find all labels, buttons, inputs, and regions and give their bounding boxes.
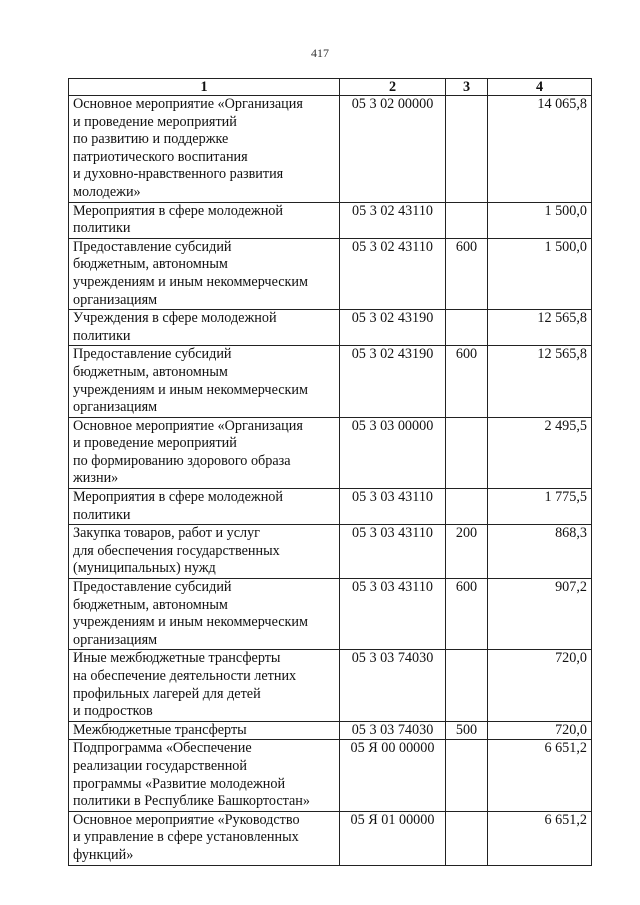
row-amount: 6 651,2 [488, 811, 592, 865]
row-expense-type [446, 96, 488, 203]
row-name: Иные межбюджетные трансферты на обеспечение деятельности летних профильных лагерей для детей и подростков [69, 650, 340, 721]
row-amount: 12 565,8 [488, 310, 592, 346]
row-expense-type [446, 489, 488, 525]
row-code: 05 3 03 43110 [340, 489, 446, 525]
row-name: Закупка товаров, работ и услуг для обеспечения государственных (муниципальных) нужд [69, 525, 340, 579]
row-name: Предоставление субсидий бюджетным, автономным учреждениям и иным некоммерческим организациям [69, 346, 340, 417]
table-row [69, 96, 592, 203]
table-row [69, 525, 592, 579]
budget-table [68, 78, 592, 866]
header-col-3: 3 [446, 79, 488, 96]
row-name: Предоставление субсидий бюджетным, автономным учреждениям и иным некоммерческим организациям [69, 238, 340, 309]
table-row [69, 346, 592, 417]
row-amount: 14 065,8 [488, 96, 592, 203]
row-code: 05 3 03 74030 [340, 650, 446, 721]
row-name: Межбюджетные трансферты [69, 721, 340, 740]
table-row [69, 489, 592, 525]
row-code: 05 Я 01 00000 [340, 811, 446, 865]
row-code: 05 3 02 43110 [340, 238, 446, 309]
row-expense-type: 600 [446, 238, 488, 309]
table-row [69, 579, 592, 650]
row-code: 05 3 02 00000 [340, 96, 446, 203]
row-name: Мероприятия в сфере молодежной политики [69, 202, 340, 238]
row-amount: 1 500,0 [488, 202, 592, 238]
header-col-4: 4 [488, 79, 592, 96]
row-expense-type: 200 [446, 525, 488, 579]
table-row [69, 310, 592, 346]
row-expense-type: 600 [446, 579, 488, 650]
row-amount: 12 565,8 [488, 346, 592, 417]
table-row [69, 238, 592, 309]
table-row [69, 417, 592, 488]
row-code: 05 3 02 43110 [340, 202, 446, 238]
table-row [69, 740, 592, 811]
header-col-2: 2 [340, 79, 446, 96]
row-code: 05 Я 00 00000 [340, 740, 446, 811]
table-body [69, 96, 592, 866]
row-amount: 720,0 [488, 650, 592, 721]
row-name: Основное мероприятие «Руководство и управление в сфере установленных функций» [69, 811, 340, 865]
row-name: Мероприятия в сфере молодежной политики [69, 489, 340, 525]
row-expense-type: 600 [446, 346, 488, 417]
row-name: Основное мероприятие «Организация и проведение мероприятий по развитию и поддержке патриотического воспитания и духовно-нравственного развития молодежи» [69, 96, 340, 203]
table-row [69, 650, 592, 721]
row-code: 05 3 03 00000 [340, 417, 446, 488]
row-amount: 6 651,2 [488, 740, 592, 811]
row-expense-type [446, 417, 488, 488]
row-code: 05 3 02 43190 [340, 310, 446, 346]
table-row [69, 202, 592, 238]
row-amount: 907,2 [488, 579, 592, 650]
row-code: 05 3 03 74030 [340, 721, 446, 740]
row-amount: 2 495,5 [488, 417, 592, 488]
row-expense-type [446, 811, 488, 865]
row-name: Основное мероприятие «Организация и проведение мероприятий по формированию здорового образа жизни» [69, 417, 340, 488]
row-amount: 1 500,0 [488, 238, 592, 309]
row-code: 05 3 03 43110 [340, 579, 446, 650]
header-row [69, 79, 592, 96]
row-expense-type: 500 [446, 721, 488, 740]
row-amount: 720,0 [488, 721, 592, 740]
row-expense-type [446, 310, 488, 346]
table-row [69, 811, 592, 865]
header-col-1: 1 [69, 79, 340, 96]
row-name: Учреждения в сфере молодежной политики [69, 310, 340, 346]
row-expense-type [446, 650, 488, 721]
row-expense-type [446, 740, 488, 811]
row-amount: 868,3 [488, 525, 592, 579]
row-expense-type [446, 202, 488, 238]
row-code: 05 3 02 43190 [340, 346, 446, 417]
row-name: Предоставление субсидий бюджетным, автономным учреждениям и иным некоммерческим организациям [69, 579, 340, 650]
row-name: Подпрограмма «Обеспечение реализации государственной программы «Развитие молодежной политики в Республике Башкортостан» [69, 740, 340, 811]
page-number: 417 [311, 46, 329, 60]
row-amount: 1 775,5 [488, 489, 592, 525]
table-row [69, 721, 592, 740]
row-code: 05 3 03 43110 [340, 525, 446, 579]
